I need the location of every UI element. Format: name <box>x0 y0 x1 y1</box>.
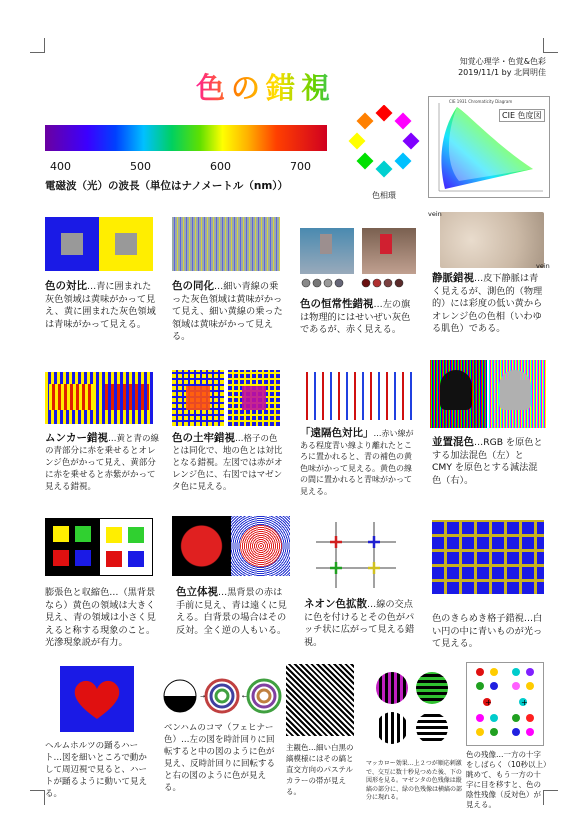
header-course: 知覚心理学・色覚&色彩 <box>459 57 546 66</box>
dancing-heart-image <box>60 666 134 732</box>
cie-label: CIE 色度図 <box>499 109 545 122</box>
juxtaposition-image <box>430 360 546 428</box>
caption-chromostereopsis: 色立体視…黒背景の赤は手前に見え、青は遠くに見える。白背景の場合はその反対。全く逆の人もいる。 <box>176 586 287 636</box>
dungeon-illusion-image <box>172 370 280 426</box>
cie-diagram <box>428 96 550 198</box>
header <box>458 56 546 78</box>
caption-dancing-heart: ヘルムホルツの踊るハート…図を細いところで動かして周辺視で見ると、ハートが踊るように動いて見える。 <box>45 741 148 799</box>
caption-scintillating-grid: 色のきらめき格子錯視…白い円の中に青いものが光って見える。 <box>432 613 543 650</box>
color-contrast-image <box>45 217 153 271</box>
caption-benham: ベンハムのコマ（フェヒナー色）…左の図を時計回りに回転すると中の図のように色が見え、反時計回りに回転すると右の図のように色が見える。 <box>164 723 276 793</box>
afterimage-image <box>466 662 544 746</box>
neon-spread-image <box>308 520 404 590</box>
caption-color-assimilation: 色の同化…細い青線の乗った灰色領域は黄味がかって見え、細い黄線の乗った領域は黄味がかって見える。 <box>172 280 283 343</box>
crop-mark-tl <box>30 38 45 53</box>
caption-mccollough: マッカロー効果…上２つが順応刺激で、交互に数十秒見つめた後、下の図形を見る。マゼンタの色残像は縦縞の部分に、緑の色残像は横縞の部分に現れる。 <box>366 760 463 801</box>
caption-afterimage: 色の残像…一方の十字をしばらく（10秒以上）眺めて、もう一方の十字に目を移すと、色の陰性残像（反対色）が見える。 <box>466 750 547 809</box>
svg-text:←: ← <box>242 693 248 700</box>
svg-text:+: + <box>485 698 492 707</box>
cie-small-title: CIE 1931 Chromaticity Diagram <box>449 99 513 104</box>
caption-juxtaposition: 並置混色…RGB を原色とする加法混色（左）と CMY を原色とする減法混色（右）。 <box>432 436 543 486</box>
svg-text:→: → <box>200 693 206 700</box>
spectrum-caption: 電磁波（光）の波長（単位はナノメートル（nm）） <box>45 180 289 192</box>
chromostereopsis-image <box>172 516 290 576</box>
crop-mark-bl <box>30 790 45 805</box>
munker-image <box>45 372 153 424</box>
vein-label-left: vein <box>428 210 442 218</box>
crop-mark-tr <box>543 38 558 53</box>
hue-circle-label: 色相環 <box>372 191 396 200</box>
distant-contrast-image <box>300 372 416 420</box>
heart-icon <box>72 677 122 721</box>
caption-expansion-color: 膨張色と収縮色…（黒背景なら）黄色の領域は大きく見え、青の領域は小さく見えると称する現象のこと。光滲現象説が有力。 <box>45 587 156 649</box>
wavelength-600: 600 <box>210 160 231 173</box>
caption-dungeon: 色の土牢錯視…格子の色とは同化で、地の色とは対比となる錯視。左図では赤がオレンジ色に、右図ではマゼンタ色に見える。 <box>172 432 283 492</box>
color-constancy-images <box>300 228 416 274</box>
wavelength-500: 500 <box>130 160 151 173</box>
caption-neon-spread: ネオン色拡散…線の交点に色を付けるとその色がパッチ状に広がって見える錯視。 <box>304 598 415 648</box>
mccollough-image <box>370 670 456 758</box>
caption-distant-contrast: 「遠隔色対比」…赤い線がある程度青い線より離れたところに置かれると、青の補色の黄色味がかって見える。黄色の線の間に置かれると青味がかって見える。 <box>300 427 414 496</box>
color-constancy-swatches <box>300 276 416 290</box>
expansion-color-image <box>45 518 153 576</box>
benham-top-image <box>162 676 282 716</box>
color-assimilation-image <box>172 217 280 271</box>
page-title: 色の錯視 <box>196 66 396 102</box>
scintillating-grid-image <box>432 520 544 594</box>
caption-subjective-color: 主観色…細い白黒の縞模様にはその縞と直交方向のパステルカラーの帯が見える。 <box>286 743 354 796</box>
caption-color-contrast: 色の対比…青に囲まれた灰色領域は黄味がかって見え、黄に囲まれた灰色領域は青味がかって見える。 <box>45 280 156 330</box>
vein-photo <box>440 212 544 268</box>
wavelength-400: 400 <box>50 160 71 173</box>
subjective-color-image <box>286 664 354 736</box>
hue-circle-diagram <box>345 105 423 179</box>
caption-color-constancy: 色の恒常性錯視…左の旗は物理的にはせいぜい灰色であるが、赤く見える。 <box>300 298 411 336</box>
caption-vein-illusion: 静脈錯視…皮下静脈は青く見えるが、測色的（物理的）には彩度の低い黄からオレンジ色の色相（いわゆる肌色）である。 <box>432 272 543 335</box>
caption-munker: ムンカー錯視…黄と青の線の青部分に赤を乗せるとオレンジ色がかって見え、黄部分に赤を乗せると赤紫がかって見える錯視。 <box>45 432 160 492</box>
spectrum-bar <box>45 125 327 151</box>
wavelength-700: 700 <box>290 160 311 173</box>
vein-label-right: vein <box>536 262 550 270</box>
header-date-author: 2019/11/1 by 北岡明佳 <box>458 68 546 77</box>
svg-text:+: + <box>521 698 528 707</box>
